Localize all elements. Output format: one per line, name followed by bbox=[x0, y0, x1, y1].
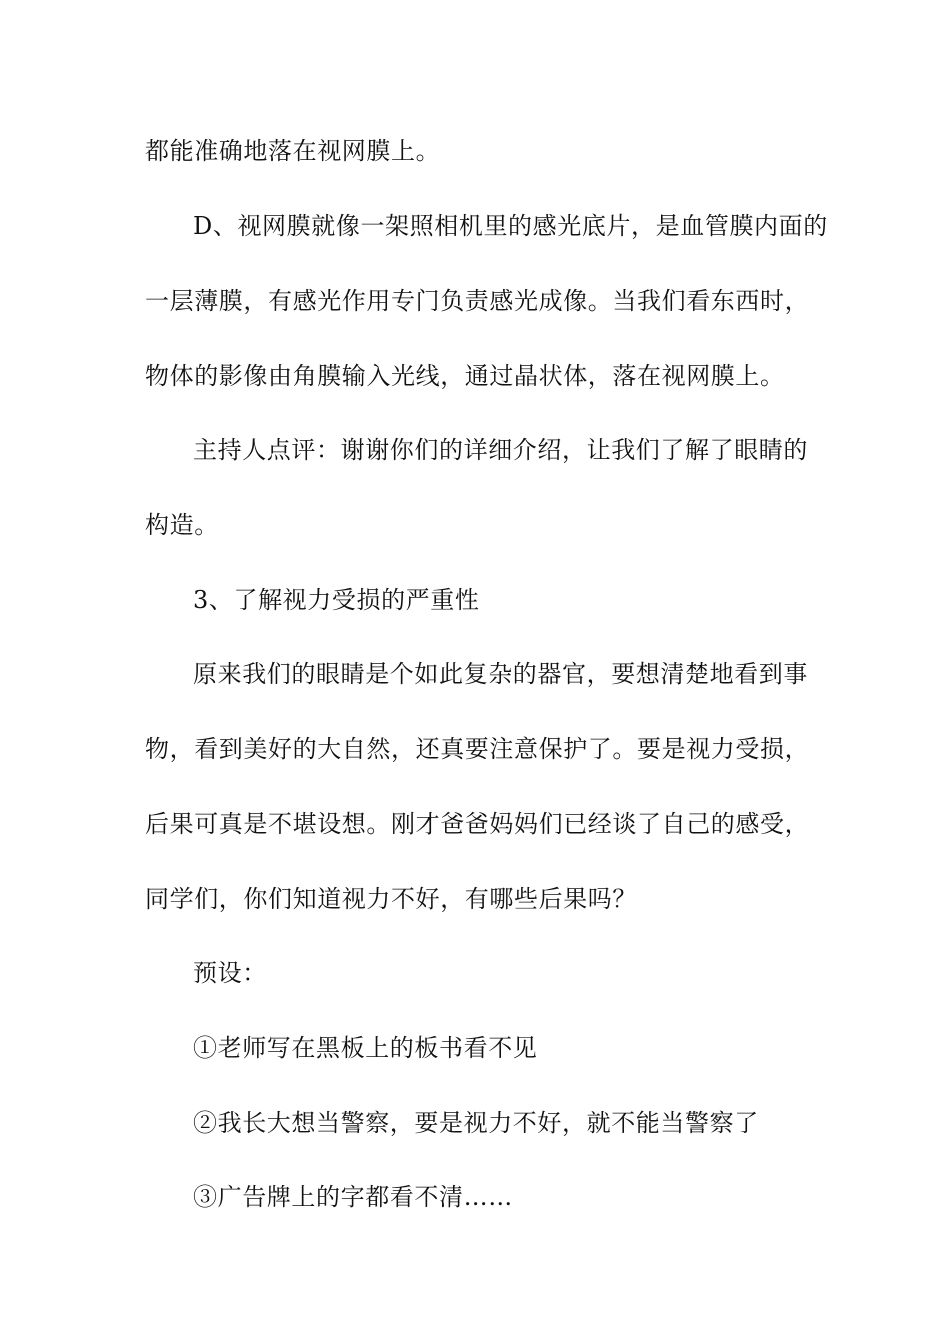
text-line: 物，看到美好的大自然，还真要注意保护了。要是视力受损， bbox=[145, 735, 810, 763]
text-line: 预设： bbox=[193, 959, 267, 987]
text-line: 原来我们的眼睛是个如此复杂的器官，要想清楚地看到事 bbox=[193, 660, 808, 688]
text-line: D、视网膜就像一架照相机里的感光底片，是血管膜内面的 bbox=[193, 212, 828, 240]
text-line: 物体的影像由角膜输入光线，通过晶状体，落在视网膜上。 bbox=[145, 362, 785, 390]
text-line: 后果可真是不堪设想。刚才爸爸妈妈们已经谈了自己的感受， bbox=[145, 810, 810, 838]
text-line: 主持人点评：谢谢你们的详细介绍，让我们了解了眼睛的 bbox=[193, 436, 808, 464]
text-line: 同学们，你们知道视力不好，有哪些后果吗？ bbox=[145, 885, 637, 913]
text-line: 都能准确地落在视网膜上。 bbox=[145, 137, 441, 165]
list-item: ②我长大想当警察，要是视力不好，就不能当警察了 bbox=[193, 1109, 759, 1137]
list-item: ①老师写在黑板上的板书看不见 bbox=[193, 1034, 538, 1062]
list-item: ③广告牌上的字都看不清…… bbox=[193, 1183, 513, 1211]
text-line: 构造。 bbox=[145, 511, 219, 539]
text-line: 一层薄膜，有感光作用专门负责感光成像。当我们看东西时， bbox=[145, 287, 810, 315]
section-heading: 3、了解视力受损的严重性 bbox=[193, 586, 480, 614]
